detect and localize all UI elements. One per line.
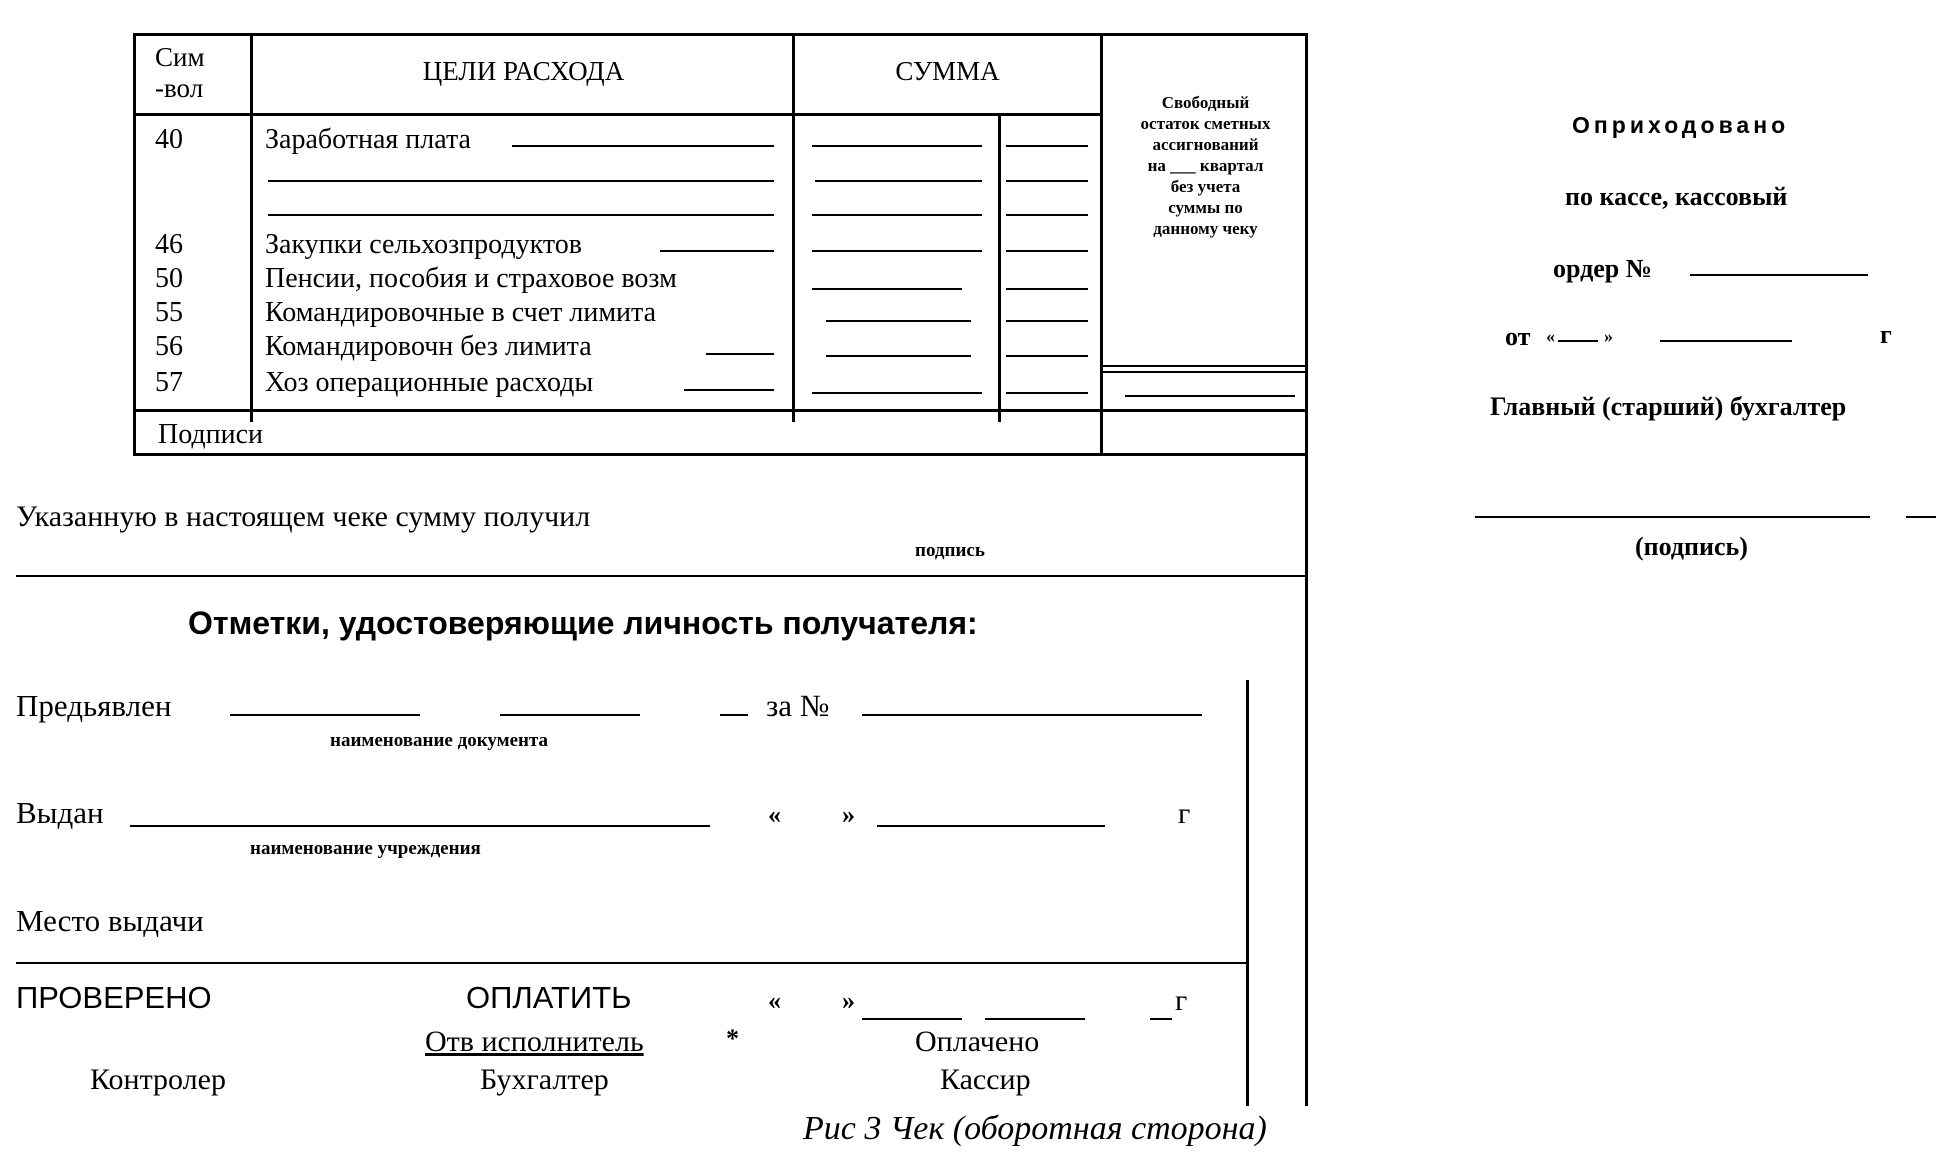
place-rule [16, 962, 1249, 964]
free-balance-line: ассигнований [1152, 135, 1259, 154]
table-vline-symbol [250, 33, 253, 422]
number-label: за № [766, 688, 830, 723]
header-sum: СУММА [895, 56, 1000, 86]
received-text: Указанную в настоящем чеке сумму получил [16, 500, 591, 533]
order-line [1690, 274, 1868, 276]
row-label-travel-limit: Командировочные в счет лимита [265, 297, 657, 328]
pay-label: ОПЛАТИТЬ [466, 980, 632, 1015]
free-balance-line: на ___ квартал [1147, 156, 1264, 175]
from-year: г [1880, 320, 1892, 349]
fill-line-operations [684, 389, 774, 391]
pay-date-line-1 [862, 1018, 962, 1020]
executor-asterisk: * [726, 1024, 739, 1053]
sum-line-4 [812, 250, 982, 252]
pay-date-line-2 [985, 1018, 1085, 1020]
sum-line-2 [815, 180, 982, 182]
issued-date-line [877, 825, 1105, 827]
presented-label: Предьявлен [16, 688, 172, 723]
right-signature-line-2 [1906, 516, 1936, 518]
balance-line [1125, 395, 1295, 397]
row-label-agri: Закупки сельхозпродуктов [265, 229, 582, 260]
row-label-operations: Хоз операционные расходы [265, 367, 594, 398]
chief-accountant-label: Главный (старший) бухгалтер [1490, 392, 1847, 421]
form-right-border [1305, 456, 1308, 1106]
presented-line-3 [720, 714, 748, 716]
pay-year: г [1175, 984, 1188, 1017]
issued-caption: наименование учреждения [250, 838, 481, 859]
right-signature-caption: (подпись) [1635, 532, 1748, 561]
sum-line-1 [812, 145, 982, 147]
order-label: ордер № [1553, 254, 1652, 283]
controller-label: Контролер [90, 1063, 226, 1096]
presented-line-1 [230, 714, 420, 716]
table-hline-balance-2 [1100, 371, 1308, 373]
presented-line-2 [500, 714, 640, 716]
from-date-line [1660, 340, 1792, 342]
kop-line-1 [1006, 145, 1088, 147]
fill-line-salary-3 [268, 214, 774, 216]
row-code-50: 50 [155, 263, 183, 294]
from-label: от [1505, 322, 1531, 351]
table-hline-header [133, 113, 1101, 116]
figure-caption: Рис 3 Чек (оборотная сторона) [803, 1110, 1267, 1147]
kop-line-2 [1006, 180, 1088, 182]
row-code-46: 46 [155, 229, 183, 260]
free-balance-line: данному чеку [1153, 219, 1258, 238]
fill-line-salary-2 [268, 180, 774, 182]
posted-label: Оприходовано [1572, 112, 1790, 138]
received-rule [16, 575, 1308, 577]
pay-quote-open: « [768, 986, 781, 1015]
issued-line [130, 825, 710, 827]
header-free-balance [1103, 92, 1308, 239]
checked-label: ПРОВЕРЕНО [16, 980, 212, 1015]
row-label-travel-nolimit: Командировочн без лимита [265, 331, 592, 362]
row-code-55: 55 [155, 297, 183, 328]
issued-year: г [1178, 797, 1191, 830]
presented-caption: наименование документа [330, 730, 549, 751]
kop-line-7 [1006, 355, 1088, 357]
issued-quote-close: » [842, 800, 855, 829]
table-vline-sum-split [998, 115, 1001, 422]
table-vline-purposes [792, 33, 795, 422]
sum-line-6 [826, 320, 971, 322]
place-label: Место выдачи [16, 903, 204, 938]
executor-label: Отв исполнитель [425, 1025, 644, 1058]
pay-date-line-3 [1150, 1018, 1172, 1020]
kop-line-4 [1006, 250, 1088, 252]
issued-label: Выдан [16, 795, 104, 830]
accountant-label: Бухгалтер [480, 1063, 609, 1096]
kop-line-8 [1006, 392, 1088, 394]
header-symbol: Сим -вол [155, 42, 205, 103]
issued-quote-open: « [768, 800, 781, 829]
row-code-57: 57 [155, 367, 183, 398]
sum-line-3 [812, 214, 982, 216]
free-balance-line: Свободный [1161, 93, 1250, 112]
right-signature-line [1475, 516, 1870, 518]
identity-right-border [1246, 680, 1249, 1106]
sum-line-5 [812, 288, 962, 290]
fill-line-agri [660, 250, 774, 252]
kop-line-6 [1006, 320, 1088, 322]
cashier-label: Кассир [940, 1063, 1031, 1096]
kop-line-5 [1006, 288, 1088, 290]
paid-label: Оплачено [915, 1025, 1040, 1058]
number-line [862, 714, 1202, 716]
from-quote-close: » [1604, 326, 1613, 346]
from-day-line [1558, 340, 1598, 342]
row-code-56: 56 [155, 331, 183, 362]
table-hline-balance [1100, 365, 1308, 367]
received-signature-caption: подпись [915, 540, 985, 561]
sum-line-7 [826, 355, 971, 357]
pay-quote-close: » [842, 986, 855, 1015]
by-cash-label: по кассе, кассовый [1565, 182, 1788, 211]
kop-line-3 [1006, 214, 1088, 216]
free-balance-line: без учета [1170, 177, 1241, 196]
signatures-label: Подписи [158, 419, 264, 450]
row-label-salary: Заработная плата [265, 124, 471, 155]
free-balance-line: остаток сметных [1140, 114, 1271, 133]
table-hline-footer [133, 409, 1308, 412]
fill-line-travel-nolimit [706, 353, 774, 355]
identity-heading: Отметки, удостоверяющие личность получателя: [188, 605, 978, 641]
free-balance-line: суммы по [1168, 198, 1243, 217]
row-code-40: 40 [155, 124, 183, 155]
row-label-pensions: Пенсии, пособия и страховое возм [265, 263, 677, 294]
sum-line-8 [812, 392, 982, 394]
fill-line-salary [512, 145, 774, 147]
from-quote-open: « [1546, 326, 1555, 346]
header-purposes: ЦЕЛИ РАСХОДА [422, 56, 625, 86]
